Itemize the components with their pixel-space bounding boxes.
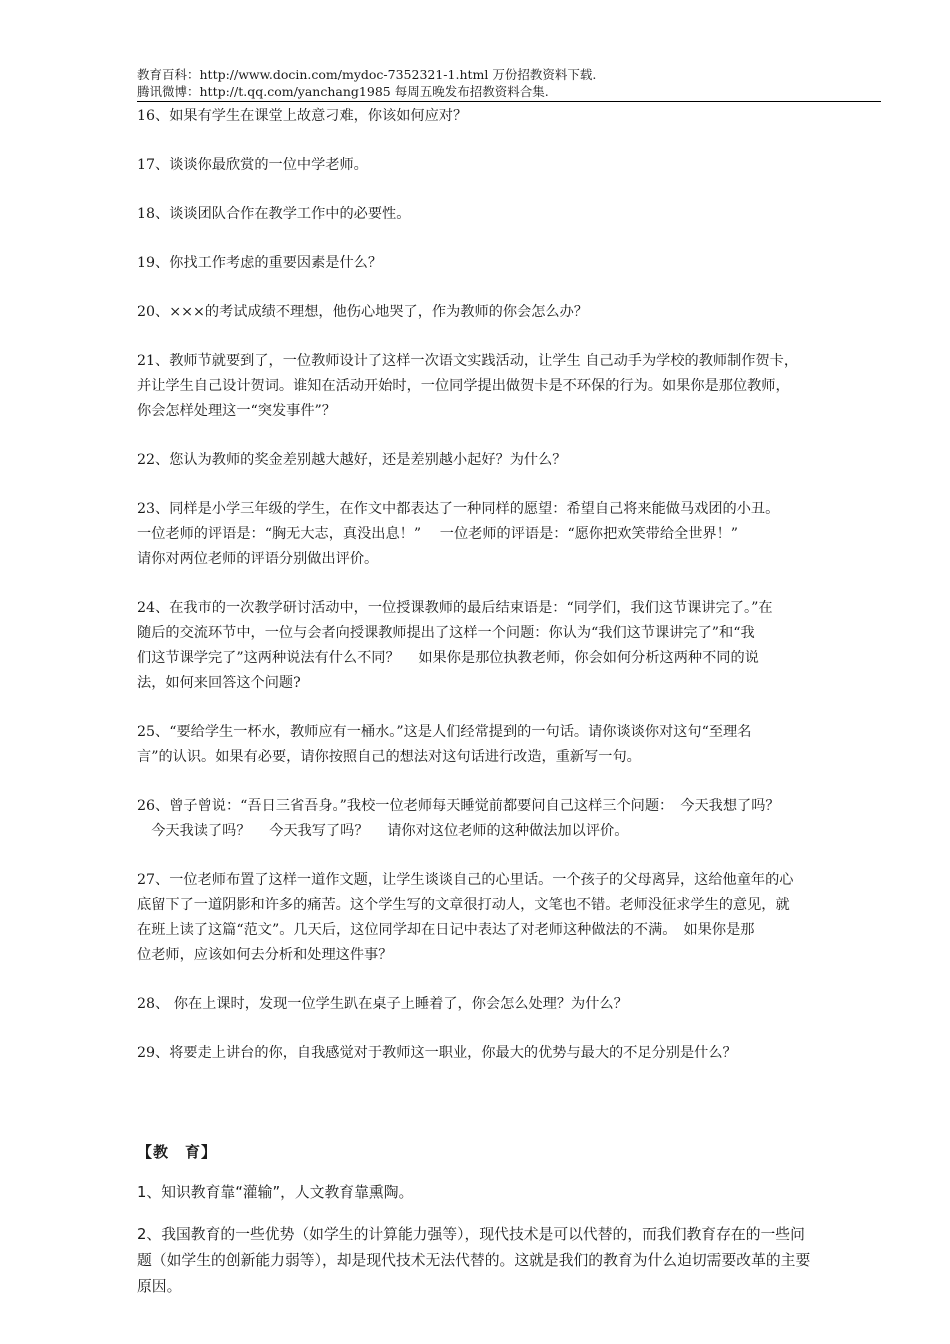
question-line: 16、如果有学生在课堂上故意刁难，你该如何应对？ — [137, 108, 468, 124]
page-header — [137, 66, 881, 102]
question-item — [137, 448, 897, 473]
question-line: 17、谈谈你最欣赏的一位中学老师。 — [137, 157, 368, 173]
section-title: 【教 育】 — [137, 1143, 218, 1161]
question-line: 在班上读了这篇“范文”。几天后，这位同学却在日记中表达了对老师这种做法的不满。 如果你是那 — [137, 922, 755, 938]
section-line: 题（如学生的创新能力弱等），却是现代技术无法代替的。这就是我们的教育为什么迫切需要改革的主要 — [137, 1252, 811, 1269]
question-item — [137, 794, 897, 844]
question-item — [137, 992, 897, 1017]
question-item — [137, 720, 897, 770]
question-line: 24、在我市的一次教学研讨活动中，一位授课教师的最后结束语是：“同学们，我们这节课讲完了。”在 — [137, 600, 773, 616]
question-item — [137, 104, 897, 129]
question-item — [137, 202, 897, 227]
question-line: 18、谈谈团队合作在教学工作中的必要性。 — [137, 206, 411, 222]
question-item — [137, 300, 897, 325]
question-line: 随后的交流环节中，一位与会者向授课教师提出了这样一个问题：你认为“我们这节课讲完了”和“我 — [137, 625, 755, 641]
section-line: 1、知识教育靠“灌输”，人文教育靠熏陶。 — [137, 1184, 414, 1201]
section-line: 2、我国教育的一些优势（如学生的计算能力强等），现代技术是可以代替的，而我们教育存在的一些问 — [137, 1226, 805, 1243]
question-line: 20、×××的考试成绩不理想，他伤心地哭了，作为教师的你会怎么办？ — [137, 304, 588, 320]
header-line-2: 腾讯微博：http://t.qq.com/yanchang1985 每周五晚发布招教资料合集. — [137, 84, 549, 99]
section-item — [137, 1222, 887, 1300]
question-item — [137, 596, 897, 696]
question-line: 27、一位老师布置了这样一道作文题，让学生谈谈自己的心里话。一个孩子的父母离异，这给他童年的心 — [137, 872, 794, 888]
question-line: 21、教师节就要到了，一位教师设计了这样一次语文实践活动，让学生 自己动手为学校的教师制作贺卡， — [137, 353, 799, 369]
header-line-1: 教育百科：http://www.docin.com/mydoc-7352321-1.html 万份招教资料下载. — [137, 67, 597, 82]
question-line: 一位老师的评语是：“胸无大志，真没出息！” 一位老师的评语是：“愿你把欢笑带给全世界！” — [137, 526, 739, 542]
question-line: 法，如何来回答这个问题? — [137, 675, 301, 691]
question-item — [137, 497, 897, 572]
question-line: 22、您认为教师的奖金差别越大越好，还是差别越小起好？为什么？ — [137, 452, 567, 468]
question-line: 请你对两位老师的评语分别做出评价。 — [137, 551, 379, 567]
question-item — [137, 153, 897, 178]
question-line: 位老师，应该如何去分析和处理这件事？ — [137, 947, 393, 963]
question-item — [137, 1041, 897, 1066]
question-line: 今天我读了吗？ 今天我写了吗？ 请你对这位老师的这种做法加以评价。 — [137, 823, 629, 839]
question-line: 19、你找工作考虑的重要因素是什么？ — [137, 255, 383, 271]
question-line: 并让学生自己设计贺词。谁知在活动开始时，一位同学提出做贺卡是不环保的行为。如果你是那位教师， — [137, 378, 790, 394]
section-body — [137, 1180, 887, 1316]
question-item — [137, 251, 897, 276]
question-line: 们这节课学完了”这两种说法有什么不同？ 如果你是那位执教老师，你会如何分析这两种不同的说 — [137, 650, 759, 666]
question-line: 29、将要走上讲台的你，自我感觉对于教师这一职业，你最大的优势与最大的不足分别是什么？ — [137, 1045, 737, 1061]
question-line: 28、 你在上课时，发现一位学生趴在桌子上睡着了，你会怎么处理？为什么？ — [137, 996, 628, 1012]
section-item — [137, 1180, 887, 1206]
question-line: 26、曾子曾说：“吾日三省吾身。”我校一位老师每天睡觉前都要问自己这样三个问题： 今天我想了吗？ — [137, 798, 780, 814]
question-item — [137, 868, 897, 968]
section-line: 原因。 — [137, 1278, 182, 1295]
question-line: 25、“要给学生一杯水，教师应有一桶水。”这是人们经常提到的一句话。请你谈谈你对这句“至理名 — [137, 724, 752, 740]
question-line: 你会怎样处理这一“突发事件”？ — [137, 403, 336, 419]
question-line: 言”的认识。如果有必要，请你按照自己的想法对这句话进行改造，重新写一句。 — [137, 749, 641, 765]
question-line: 23、同样是小学三年级的学生，在作文中都表达了一种同样的愿望：希望自己将来能做马戏团的小丑。 — [137, 501, 780, 517]
question-line: 底留下了一道阴影和许多的痛苦。这个学生写的文章很打动人，文笔也不错。老师没征求学生的意见，就 — [137, 897, 790, 913]
question-item — [137, 349, 897, 424]
question-list — [137, 104, 897, 1090]
